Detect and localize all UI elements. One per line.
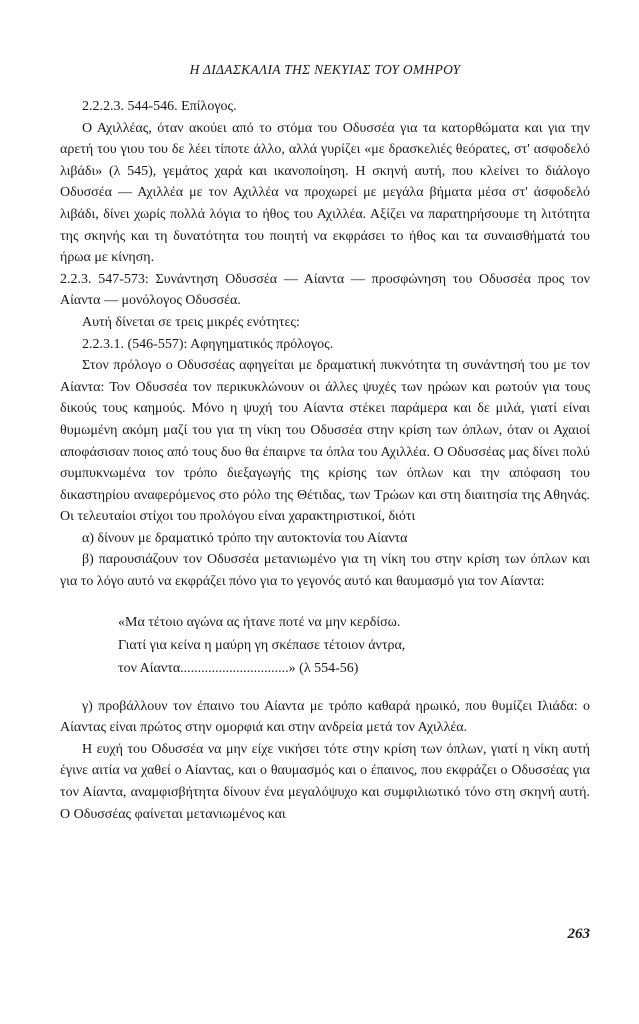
list-item: β) παρουσιάζουν τον Οδυσσέα μετανιωμένο για τη νίκη του στην κρίση των όπλων και για το λόγο αυτό να εκφράζει πόνο για το γεγονός αυτό και θαυμασμό για τον Αίαντα: <box>60 552 590 590</box>
verse-line: Γιατί για κείνα η μαύρη γη σκέπασε τέτοιον άντρα, <box>118 637 406 653</box>
verse-quote <box>118 611 590 680</box>
verse-line: τον Αίαντα...............................» (λ 554-56) <box>118 660 359 676</box>
paragraph: Η ευχή του Οδυσσέα να μην είχε νικήσει τότε στην κρίση των όπλων, γιατί η νίκη αυτή έγινε αιτία να χαθεί ο Αίαντας, και ο θαυμασμός και ο έπαινος, που εκφράζει ο Οδυσσέας για τον Αίαντα, αναμφισβήτητα δίνουν ένα μεγαλόψυχο και συμφιλιωτικό τόνο στη σκηνή αυτή. Ο Οδυσσέας φαίνεται μετανιωμένος και <box>60 741 590 822</box>
running-header: Η ΔΙΔΑΣΚΑΛΙΑ ΤΗΣ ΝΕΚΥΙΑΣ ΤΟΥ ΟΜΗΡΟΥ <box>189 62 461 77</box>
list-item: α) δίνουν με δραματικό τρόπο την αυτοκτονία του Αίαντα <box>82 530 408 546</box>
page-number: 263 <box>567 926 590 942</box>
paragraph: Αυτή δίνεται σε τρεις μικρές ενότητες: <box>82 314 300 330</box>
page-body <box>60 96 590 825</box>
paragraph: Στον πρόλογο ο Οδυσσέας αφηγείται με δραματική πυκνότητα τη συνάντησή του με τον Αίαντα: Τον Οδυσσέα τον περικυκλώνουν οι άλλες ψυχές των ηρώων και ρωτούν για τους δικούς τους καημούς. Μόνο η ψυχή του Αίαντα στέκει παράμερα και δε μιλά, γιατί είναι θυμωμένη ακόμη μαζί του για τη νίκη του Οδυσσέα στην κρίση των όπλων, όταν οι Αχαιοί αποφάσισαν ποιος από τους δυο θα έπαιρνε τα όπλα του Αχιλλέα. Ο Οδυσσέας μας δίνει πολύ συμπυκνωμένα τον τρόπο διεξαγωγής της κρίσης των όπλων και την απόφαση του δικαστηρίου αναφερόμενος στο ρόλο της Θέτιδας, των Τρώων και στη διαιτησία της Αθηνάς. Οι τελευταίοι στίχοι του προλόγου είναι χαρακτηριστικοί, διότι <box>60 358 590 525</box>
paragraph: Ο Αχιλλέας, όταν ακούει από το στόμα του Οδυσσέα για τα κατορθώματα και για την αρετή του γιου του δε λέει τίποτε άλλο, αλλά γυρίζει «με δρασκελιές θεόρατες, στ' ασφοδελό λιβάδι» (λ 545), γεμάτος χαρά και ικανοποίηση. Η σκηνή αυτή, που κλείνει το διάλογο Οδυσσέα — Αχιλλέα με τον Αχιλλέα να προχωρεί με μεγάλα βήματα μέσα στ' άσφοδελό λιβάδι, δίνει χωρίς πολλά λόγια το ήθος του Αχιλλέα. Αξίζει να παρατηρήσουμε τη λιτότητα της σκηνής και τη δυνατότητα του ποιητή να εκφράσει το ήθος και τα συναισθήματά του ήρωα με κίνηση. <box>60 120 590 266</box>
section-heading: 2.2.3. 547-573: Συνάντηση Οδυσσέα — Αίαντα — προσφώνηση του Οδυσσέα προς τον Αίαντα — μονόλογος Οδυσσέα. <box>60 271 590 309</box>
section-heading: 2.2.3.1. (546-557): Αφηγηματικός πρόλογος. <box>82 336 334 352</box>
verse-line: «Μα τέτοιο αγώνα ας ήτανε ποτέ να μην κερδίσω. <box>118 614 401 630</box>
list-item: γ) προβάλλουν τον έπαινο του Αίαντα με τρόπο καθαρά ηρωικό, που θυμίζει Ιλιάδα: ο Αίαντας είναι πρώτος στην ομορφιά και στην ανδρεία μετά τον Αχιλλέα. <box>60 698 590 736</box>
section-heading: 2.2.2.3. 544-546. Επίλογος. <box>82 99 237 114</box>
